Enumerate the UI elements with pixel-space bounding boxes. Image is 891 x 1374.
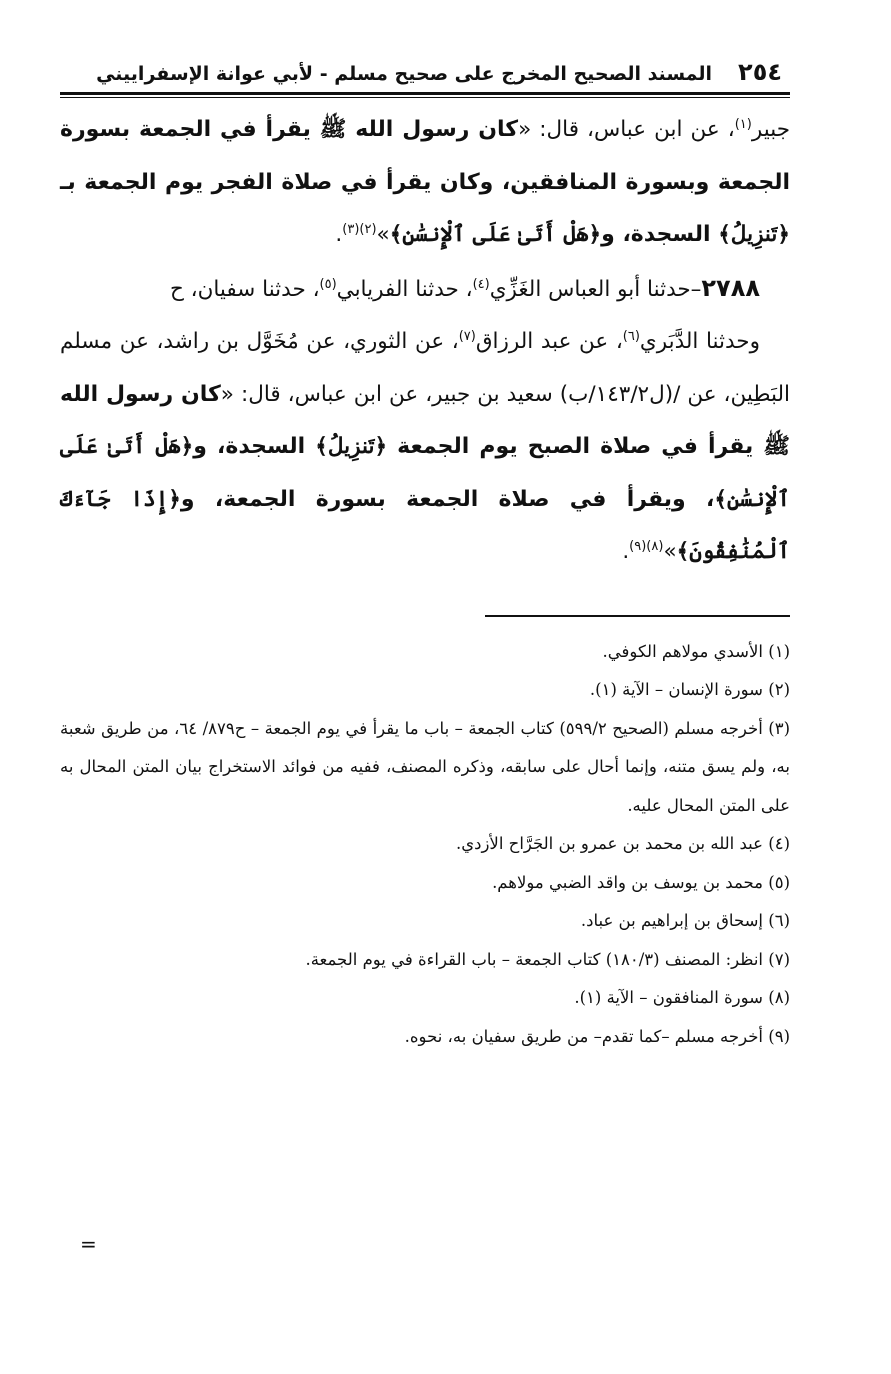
text-run: »	[376, 222, 390, 247]
footnote-ref: (٤)	[472, 276, 490, 292]
paragraph-1	[60, 104, 790, 262]
footnote-ref: (٥)	[319, 276, 337, 292]
running-header	[60, 58, 790, 86]
header-rule	[60, 92, 790, 98]
text-run: ، عن عبد الرزاق	[475, 329, 623, 354]
footnote-ref: (٦)	[622, 328, 640, 344]
footnote: (٣) أخرجه مسلم (الصحيح ٥٩٩/٢) كتاب الجمعة – باب ما يقرأ في يوم الجمعة – ح٨٧٩/ ٦٤، من طريق شعبة به، ولم يسق متنه، وإنما أحال على سابقه، وذكره المصنف، ففيه من فوائد الاستخراج بيان المتن المحال به على المتن المحال عليه.	[60, 718, 790, 815]
footnote-ref: (٧)	[458, 328, 476, 344]
hadith-number: ٢٧٨٨	[701, 273, 760, 302]
footnote: (٢) سورة الإنسان – الآية (١).	[589, 680, 790, 699]
footnote: (٨) سورة المنافقون – الآية (١).	[574, 988, 790, 1007]
quran-citation: ﴿هَلْ أَتَىٰ عَلَى ٱلْإِنسَٰنِ﴾	[60, 434, 790, 512]
text-run: وحدثنا الدَّبَري	[639, 329, 760, 354]
footnote: (٩) أخرجه مسلم –كما تقدم– من طريق سفيان به، نحوه.	[404, 1026, 790, 1046]
footnote: (١) الأسدي مولاهم الكوفي.	[602, 641, 790, 661]
page	[60, 58, 790, 1056]
text-run: »	[663, 539, 677, 564]
footnote-separator	[485, 615, 790, 617]
hadith-text: ، ويقرأ في صلاة الجمعة بسورة الجمعة، و	[180, 486, 715, 512]
running-title: المسند الصحيح المخرج على صحيح مسلم - لأبي عوانة الإسفراييني	[96, 63, 713, 85]
quran-citation: ﴿إِذَا جَآءَكَ ٱلْمُنَٰفِقُونَ﴾	[60, 486, 790, 564]
hadith-text: السجدة، و	[193, 434, 316, 459]
quran-citation: ﴿تَنزِيلُ﴾	[315, 434, 388, 459]
main-text	[60, 104, 790, 579]
text-run: ، عن الثوري، عن مُخَوَّل بن راشد، عن مسلم البَطِين، عن /(ل١٤٣/٢/ب) سعيد بن جبير، عن ابن عباس، قال: «	[60, 329, 790, 407]
footnote: (٦) إسحاق بن إبراهيم بن عباد.	[580, 911, 790, 930]
footnote: (٧) انظر: المصنف (١٨٠/٣) كتاب الجمعة – باب القراءة في يوم الجمعة.	[305, 949, 790, 969]
hadith-text: السجدة، و	[601, 222, 719, 247]
end-mark: =	[80, 1232, 97, 1256]
footnote-ref: (٨)(٩)	[629, 538, 664, 554]
text-run: ، عن ابن عباس، قال: «	[518, 117, 735, 142]
paragraph-3	[60, 316, 790, 579]
footnotes	[60, 633, 790, 1057]
footnote-ref: (١)	[734, 116, 752, 132]
text-run: .	[622, 539, 630, 564]
footnote-ref: (٢)(٣)	[342, 221, 377, 237]
footnote: (٤) عبد الله بن محمد بن عمرو بن الجَرَّاح الأزدي.	[455, 834, 790, 853]
quran-citation: ﴿تَنزِيلُ﴾	[718, 222, 790, 247]
text-run: –حدثنا أبو العباس الغَزِّي	[489, 276, 702, 302]
quran-citation: ﴿هَلْ أَتَىٰ عَلَى ٱلْإِنسَٰنِ﴾	[389, 222, 602, 247]
text-run: .	[335, 222, 343, 247]
text-run: ، حدثنا سفيان، ح	[169, 276, 320, 302]
footnote: (٥) محمد بن يوسف بن واقد الضبي مولاهم.	[492, 872, 790, 892]
text-run: ، حدثنا الفريابي	[336, 276, 473, 302]
hadith-text: كان رسول الله ﷺ يقرأ في صلاة الصبح يوم الجمعة	[60, 381, 790, 459]
hadith-text: كان رسول الله ﷺ يقرأ في الجمعة بسورة الجمعة وبسورة المنافقين، وكان يقرأ في صلاة الفجر يوم الجمعة بـ	[60, 117, 790, 195]
page-number: ٢٥٤	[738, 58, 782, 86]
text-run: جبير	[751, 117, 790, 142]
paragraph-2	[60, 262, 790, 317]
